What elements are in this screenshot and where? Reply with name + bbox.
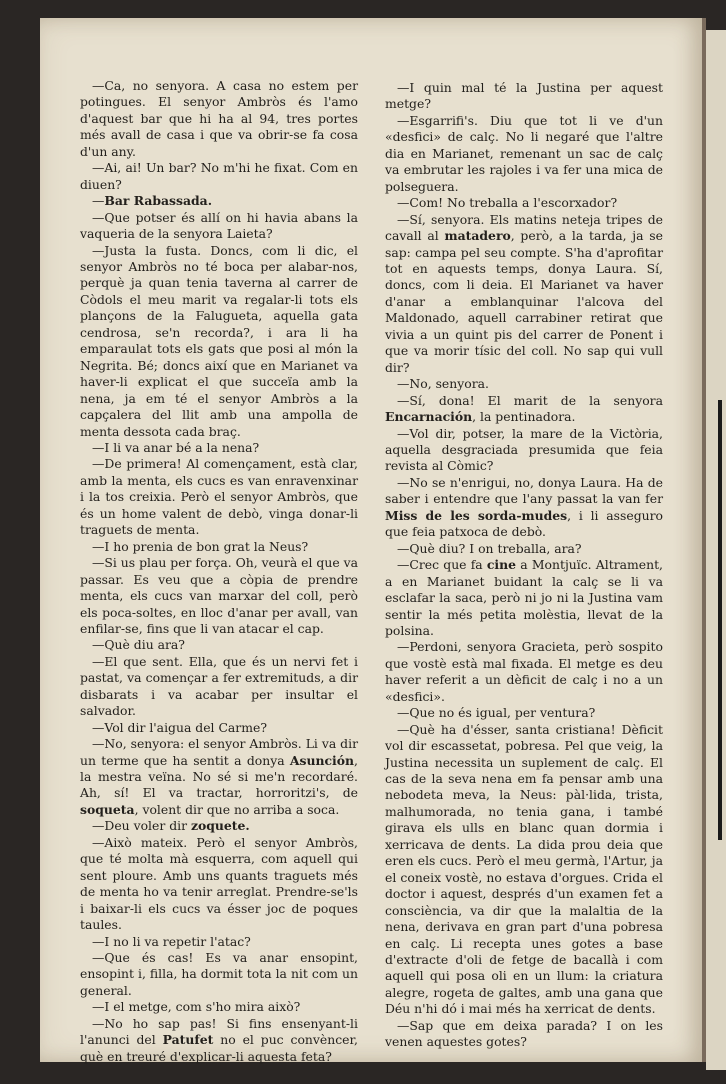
paragraph: —Què ha d'ésser, santa cristiana! Dèficit vol dir escassetat, pobresa. Pel que veig, la Justina necessita un suplement de calç. El cas de la seva nena em fa pensar amb una nebodeta meva, la Neus: pàl·lida, trista, malhumorada, no tenia gana, i també girava els ulls en blanc quan dormia i xerricava de dents. La dida prou deia que eren els cucs. Però el meu germà, l'Artur, ja el coneix vostè, no estava d'orgues. Crida el doctor i aquest, després d'un examen fet a consciència, va dir que la malaltia de la nena, derivava en gran part d'una pobresa en calç. Li recepta unes gotes a base d'extracte d'oli de fetge de bacallà i com aquell qui posa oli en un llum: la criatura alegre, rogeta de galtes, amb una gana que Déu n'hi dó i mai més ha xerricat de dents. xyxy=(385,721,663,1017)
paragraph: —No ho sap pas! Si fins ensenyant-li l'anunci del Patufet no el puc convèncer, què en treuré d'explicar-li aquesta feta? xyxy=(80,1015,358,1064)
paragraph: —I no li va repetir l'atac? xyxy=(92,933,251,949)
paragraph: —No, senyora: el senyor Ambròs. Li va dir un terme que ha sentit a donya Asunción, la mestra veïna. No sé si me'n recordaré. Ah, sí! El va tractar, horroritzi's, de soqueta, volent dir que no arriba a soca. xyxy=(80,736,358,817)
paragraph: —Què diu ara? xyxy=(92,637,185,653)
paragraph: —I li va anar bé a la nena? xyxy=(92,439,260,455)
paragraph: —Que potser és allí on hi havia abans la vaqueria de la senyora Laieta? xyxy=(80,209,358,242)
paragraph: —Què diu? I on treballa, ara? xyxy=(397,540,582,556)
paragraph: —Ca, no senyora. A casa no estem per potingues. El senyor Ambròs és l'amo d'aquest bar que hi ha al 94, tres portes més avall de casa i que va obrir-se fa cosa d'un any. xyxy=(80,78,358,159)
paragraph: —Sí, dona! El marit de la senyora Encarnación, la pentinadora. xyxy=(385,392,663,425)
paragraph: —Que és cas! Es va anar ensopint, ensopint i, filla, ha dormit tota la nit com un general. xyxy=(80,950,358,998)
bold-term: soqueta xyxy=(80,801,135,817)
adjacent-page-strip xyxy=(706,30,726,1070)
paragraph: —Vol dir l'aigua del Carme? xyxy=(92,719,267,735)
paragraph: —Deu voler dir zoquete. xyxy=(92,818,250,834)
paragraph: —Això mateix. Però el senyor Ambròs, que té molta mà esquerra, com aquell qui sent ploure. Amb uns quants traguets més de menta ho va tenir arreglat. Prendre-se'ls i baixar-li els cucs va ésser joc de poques taules. xyxy=(80,834,358,933)
bold-term: Patufet xyxy=(162,1032,214,1048)
paragraph: —Bar Rabassada. xyxy=(92,193,213,209)
adjacent-page-mark xyxy=(718,400,726,840)
paragraph: —No se n'enrigui, no, donya Laura. Ha de saber i entendre que l'any passat la van fer Miss de les sorda-mudes, i li asseguro que feia patxoca de debò. xyxy=(385,474,663,540)
paragraph: —Sí, senyora. Els matins neteja tripes de cavall al matadero, però, a la tarda, ja se sap: campa pel seu compte. S'ha d'aprofitar tot en aquests temps, donya Laura. Sí, doncs, com li deia. El Marianet va haver d'anar a emblanquinar l'alcova del Maldonado, aquell carrabiner retirat que vivia a un quint pis del carrer de Ponent i que va morir tísic del coll. No sap qui vull dir? xyxy=(385,211,663,375)
right-text-column xyxy=(385,80,663,1051)
bold-term: Asunción xyxy=(289,752,355,768)
bold-term: Encarnación xyxy=(385,409,473,425)
bold-term: zoquete. xyxy=(190,818,250,834)
paragraph: —Si us plau per força. Oh, veurà el que va passar. Es veu que a còpia de prendre menta, els cucs van marxar del coll, però els poca-soltes, en lloc d'anar per avall, van enfilar-se, fins que li van atacar el cap. xyxy=(80,555,358,636)
paragraph: —Esgarrifi's. Diu que tot li ve d'un «desfici» de calç. No li negaré que l'altre dia en Marianet, remenant un sac de calç va embrutar les rajoles i va fer una mica de polseguera. xyxy=(385,112,663,194)
paragraph: —I quin mal té la Justina per aquest metge? xyxy=(385,80,663,112)
bold-term: matadero xyxy=(444,228,511,244)
paragraph: —El que sent. Ella, que és un nervi fet i pastat, va començar a fer extremituds, a dir disbarats i va acabar per insultar el salvador. xyxy=(80,653,358,719)
paragraph: —De primera! Al començament, està clar, amb la menta, els cucs es van enravenxinar i la tos creixia. Però el senyor Ambròs, que és un home valent de debò, vinga donar-li traguets de menta. xyxy=(80,456,358,538)
paragraph: —Sap que em deixa parada? I on les venen aquestes gotes? xyxy=(385,1017,663,1050)
bold-term: cine xyxy=(486,557,517,573)
left-text-column xyxy=(80,78,358,1065)
paragraph: —I el metge, com s'ho mira això? xyxy=(92,999,301,1015)
paragraph: —Perdoni, senyora Gracieta, però sospito que vostè està mal fixada. El metge es deu haver referit a un dèficit de calç i no a un «desfici». xyxy=(385,639,663,704)
paragraph: —Vol dir, potser, la mare de la Victòria, aquella desgraciada presumida que feia revista al Còmic? xyxy=(385,425,663,474)
magazine-page xyxy=(40,18,702,1062)
paragraph: —Que no és igual, per ventura? xyxy=(397,705,596,721)
paragraph: —Crec que fa cine a Montjuïc. Altrament, a en Marianet buidant la calç se li va esclafar la saca, però ni jo ni la Justina vam sentir la més petita molèstia, llevat de la polsina. xyxy=(385,557,663,638)
bold-term: Bar Rabassada. xyxy=(104,193,213,209)
bold-term: Miss de les sorda-mudes xyxy=(385,507,568,523)
paragraph: —Com! No treballa a l'escorxador? xyxy=(397,195,618,211)
paragraph: —I ho prenia de bon grat la Neus? xyxy=(92,538,309,554)
paragraph: —Ai, ai! Un bar? No m'hi he fixat. Com en diuen? xyxy=(80,160,358,192)
paragraph: —No, senyora. xyxy=(397,376,489,392)
paragraph: —Justa la fusta. Doncs, com li dic, el senyor Ambròs no té boca per alabar-nos, perquè ja quan tenia taverna al carrer de Còdols el meu marit va regalar-li tots els plançons de la Falugueta, aquella gata cendrosa, se'n recorda?, i ara li ha emparaulat tots els gats que posi al món la Negrita. Bé; doncs així que en Marianet va haver-li explicat el que succeïa amb la nena, ja em té el senyor Ambròs a la capçalera del llit amb una ampolla de menta dessota cada braç. xyxy=(80,242,358,439)
